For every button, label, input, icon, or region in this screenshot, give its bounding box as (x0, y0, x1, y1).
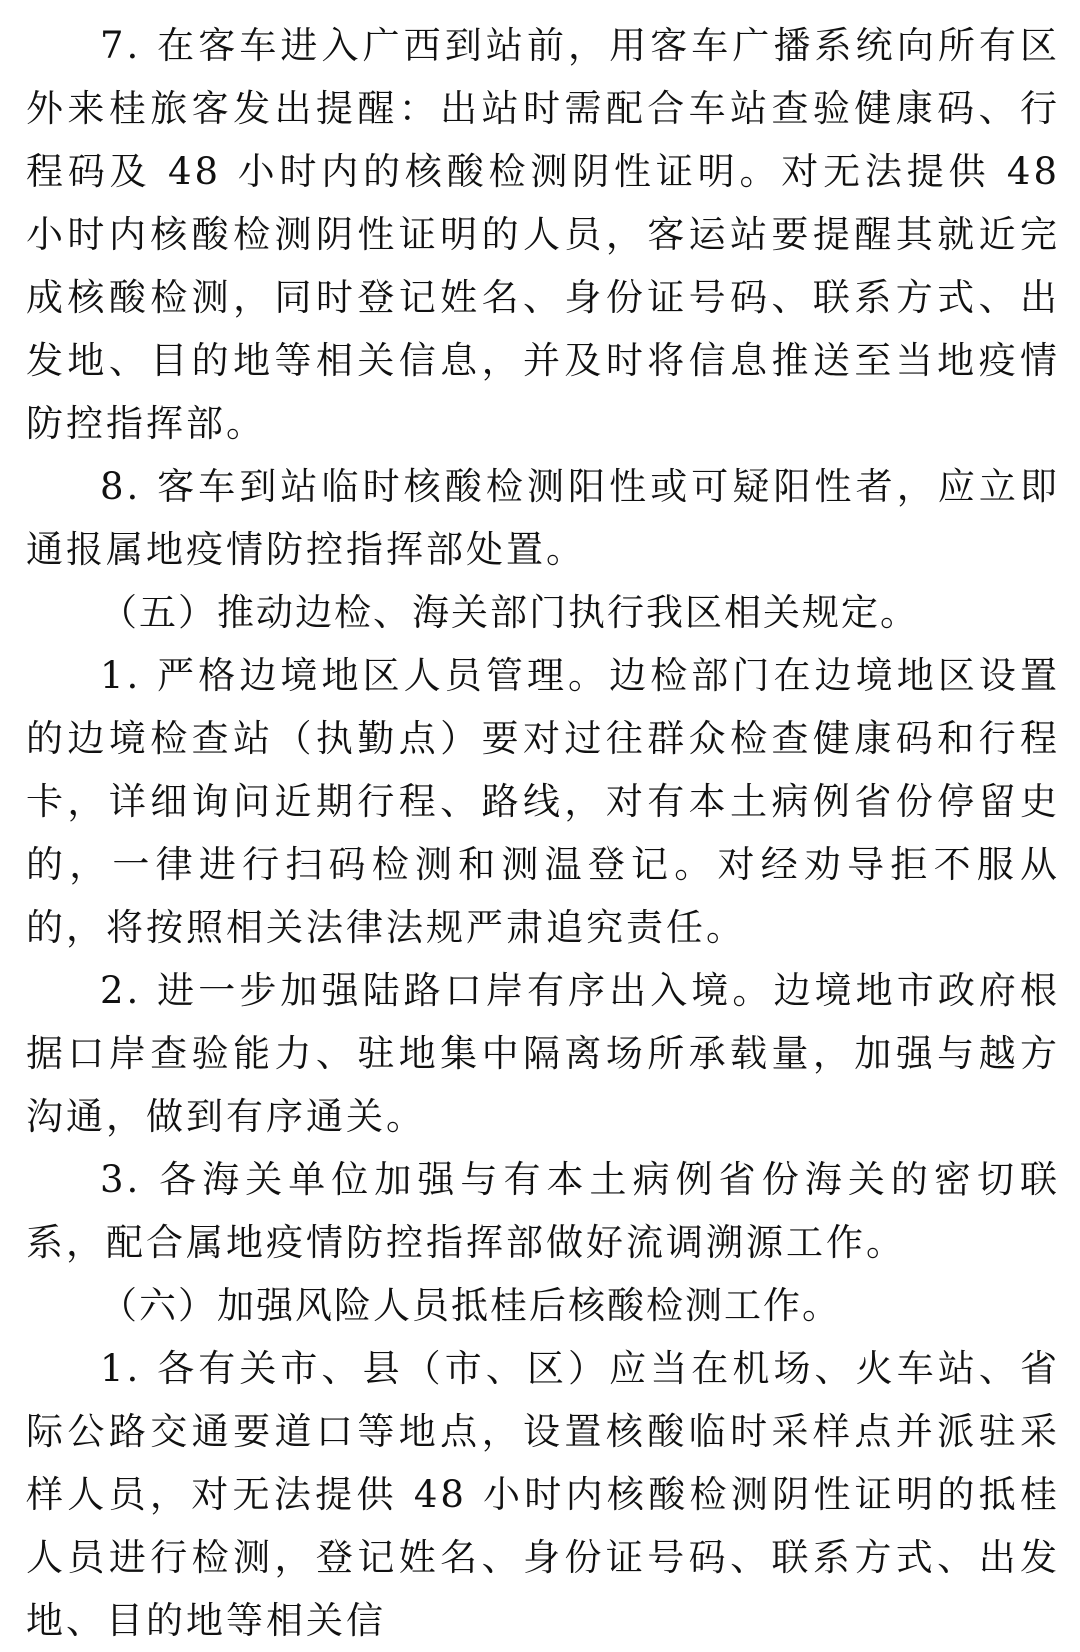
paragraph-3-customs-liaison: 3. 各海关单位加强与有本土病例省份海关的密切联系，配合属地疫情防控指挥部做好流调溯源工作。 (26, 1158, 1060, 1264)
section-heading-6: （六）加强风险人员抵桂后核酸检测工作。 (100, 1284, 841, 1327)
section-heading-5: （五）推动边检、海关部门执行我区相关规定。 (100, 591, 919, 634)
paragraph-7-bus-broadcast-reminder: 7. 在客车进入广西到站前，用客车广播系统向所有区外来桂旅客发出提醒：出站时需配合车站查验健康码、行程码及 48 小时内的核酸检测阴性证明。对无法提供 48 小时内核酸检测阴性证明的人员，客运站要提醒其就近完成核酸检测，同时登记姓名、身份证号码、联系方式、出发地、目的地等相关信息，并及时将信息推送至当地疫情防控指挥部。 (26, 24, 1060, 445)
paragraph-1-testing-sites: 1. 各有关市、县（市、区）应当在机场、火车站、省际公路交通要道口等地点，设置核酸临时采样点并派驻采样人员，对无法提供 48 小时内核酸检测阴性证明的抵桂人员进行检测，登记姓名、身份证号码、联系方式、出发地、目的地等相关信 (26, 1347, 1060, 1642)
paragraph-1-border-management: 1. 严格边境地区人员管理。边检部门在边境地区设置的边境检查站（执勤点）要对过往群众检查健康码和行程卡，详细询问近期行程、路线，对有本土病例省份停留史的，一律进行扫码检测和测温登记。对经劝导拒不服从的，将按照相关法律法规严肃追究责任。 (26, 654, 1060, 949)
paragraph-2-land-port-entry: 2. 进一步加强陆路口岸有序出入境。边境地市政府根据口岸查验能力、驻地集中隔离场所承载量，加强与越方沟通，做到有序通关。 (26, 969, 1060, 1138)
paragraph-8-positive-case-report: 8. 客车到站临时核酸检测阳性或可疑阳性者，应立即通报属地疫情防控指挥部处置。 (26, 465, 1060, 571)
